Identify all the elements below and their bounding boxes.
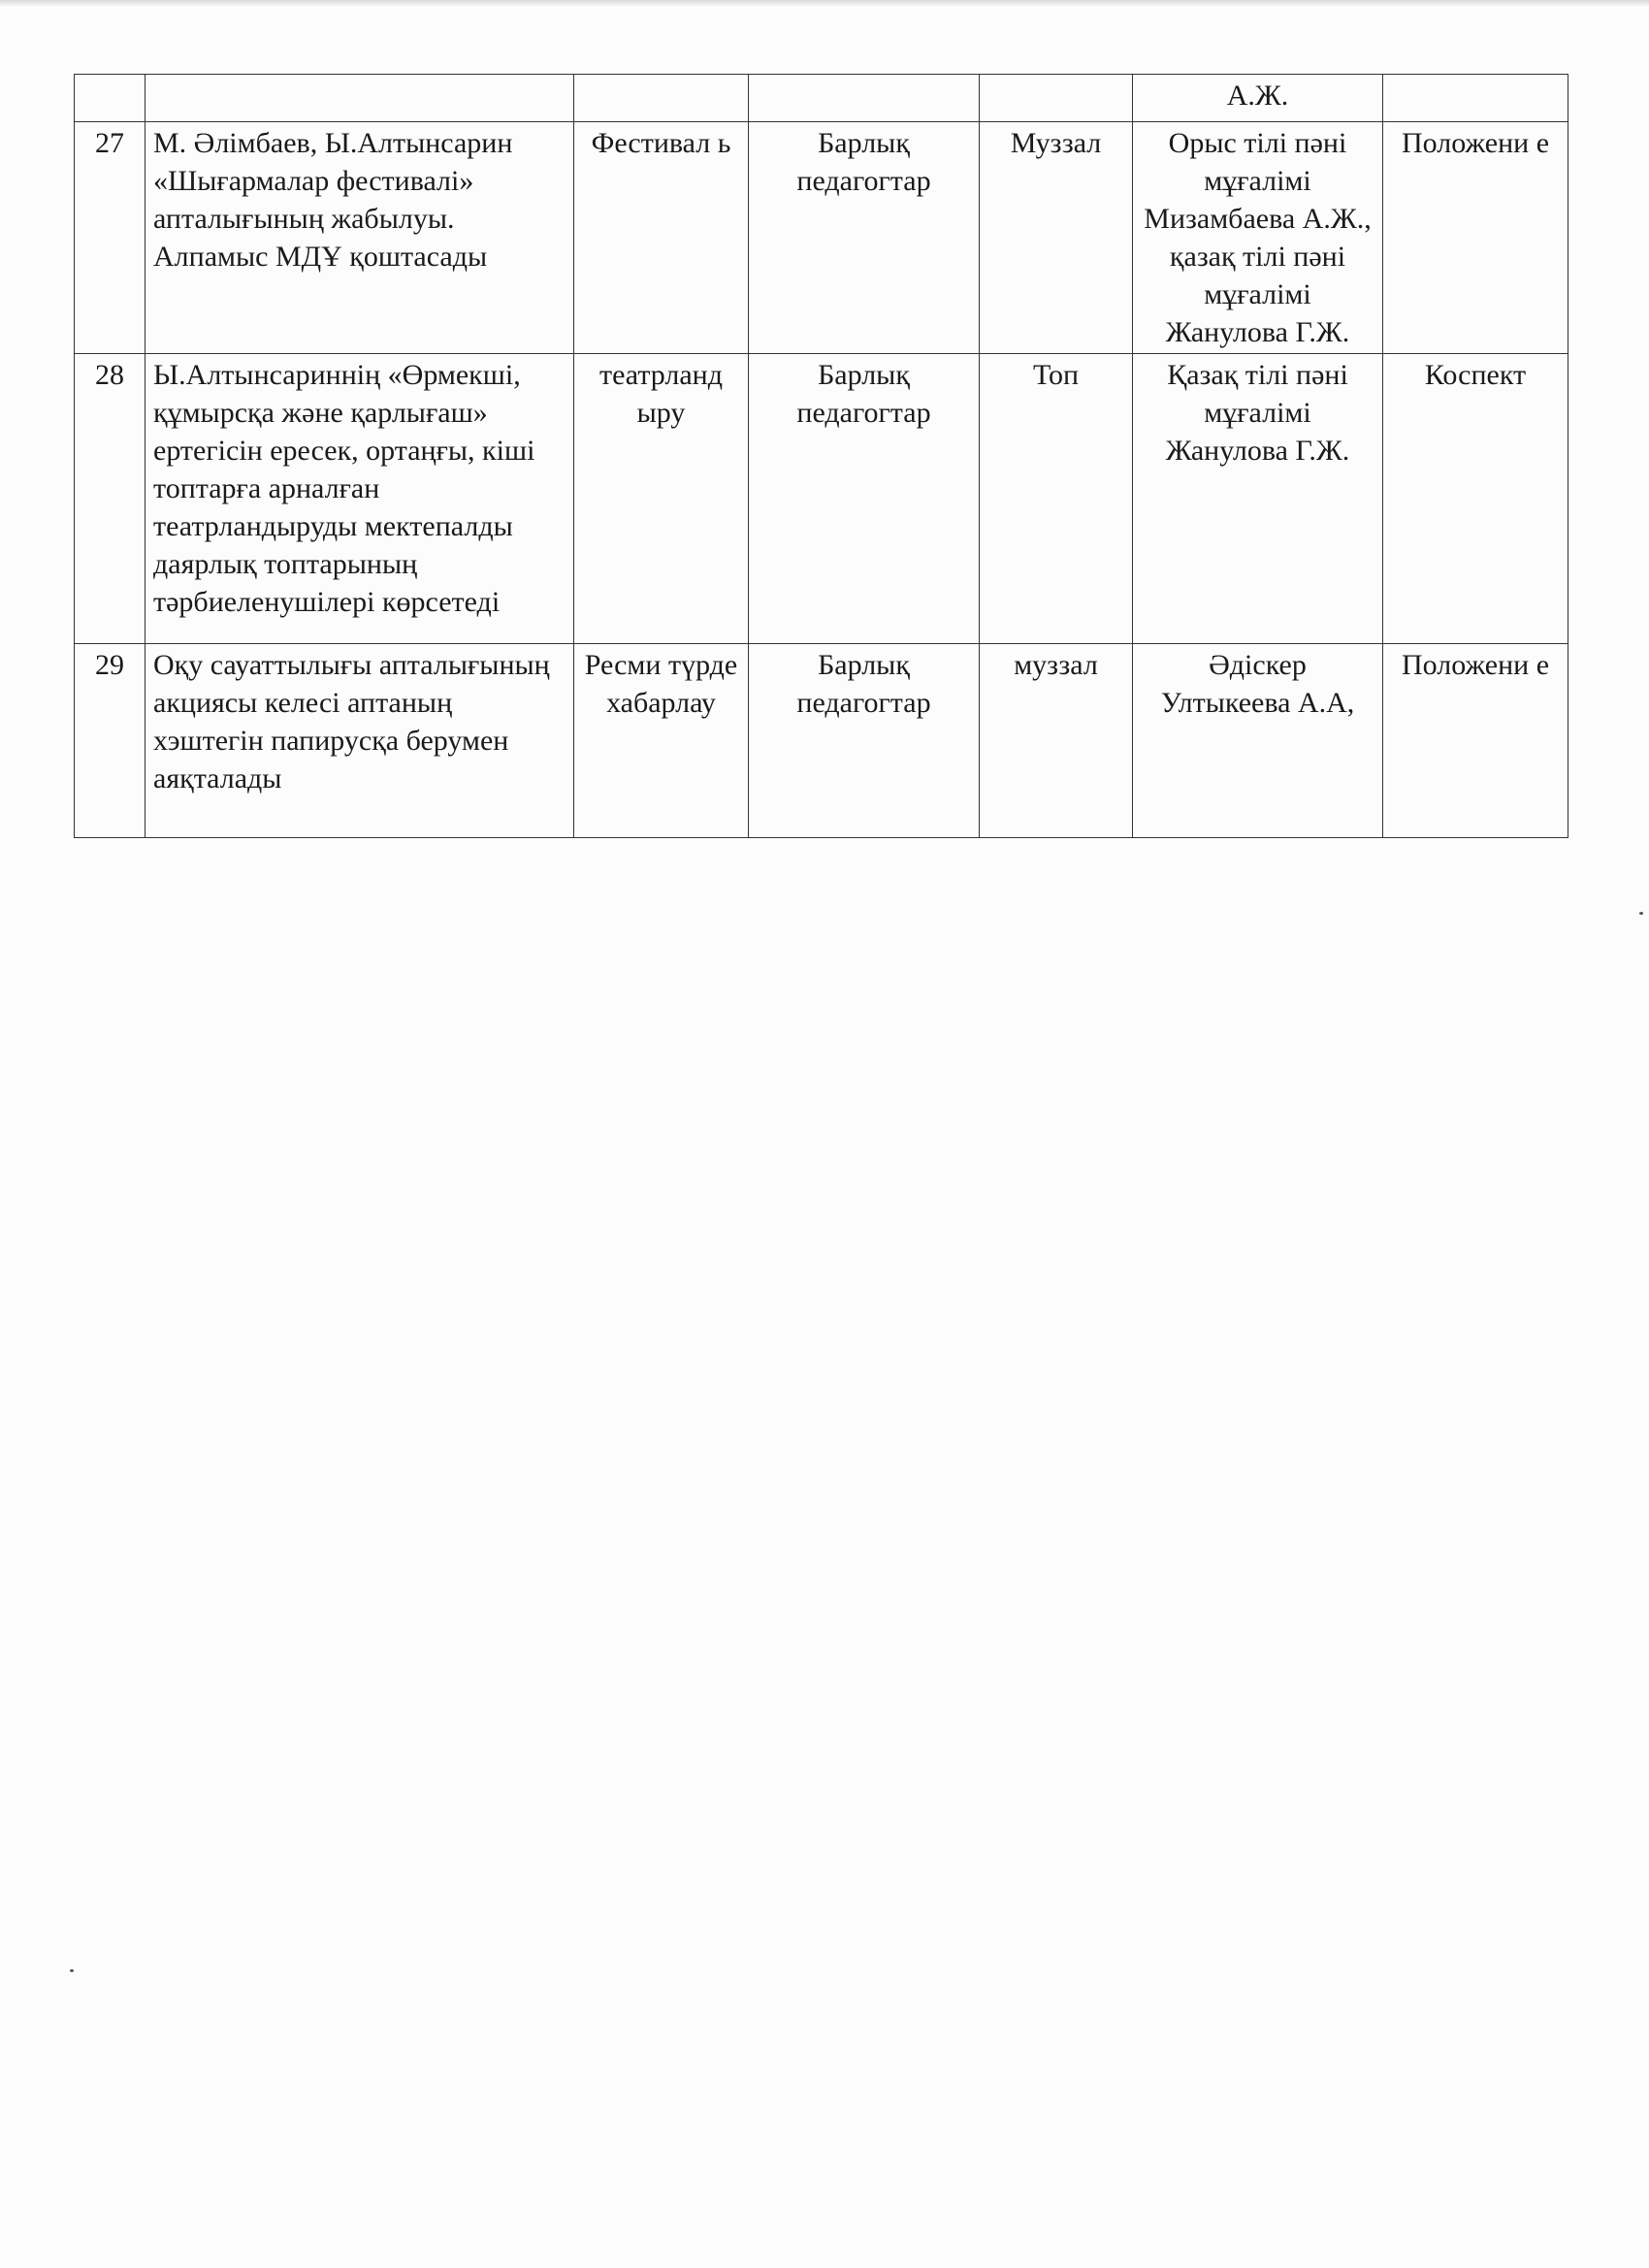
- cell-event: [146, 75, 574, 122]
- cell-participants: Барлық педагогтар: [749, 644, 980, 838]
- cell-number: 27: [75, 122, 146, 354]
- cell-participants: Барлық педагогтар: [749, 122, 980, 354]
- cell-event: М. Әлімбаев, Ы.Алтынсарин «Шығармалар фестивалі» апталығының жабылуы. Алпамыс МДҰ қоштасады: [146, 122, 574, 354]
- cell-document: Положени е: [1383, 122, 1568, 354]
- cell-responsible: Қазақ тілі пәні мұғалімі Жанулова Г.Ж.: [1133, 354, 1383, 644]
- cell-form: Фестивал ь: [574, 122, 749, 354]
- scan-speck: [70, 1969, 74, 1972]
- scan-speck: [1639, 912, 1643, 915]
- cell-document: Положени е: [1383, 644, 1568, 838]
- cell-form: театрланд ыру: [574, 354, 749, 644]
- cell-place: муззал: [980, 644, 1133, 838]
- cell-place: Топ: [980, 354, 1133, 644]
- cell-event: Ы.Алтынсариннің «Өрмекші, құмырсқа және қарлығаш» ертегісін ересек, ортаңғы, кіші топтарға арналған театрландыруды мектепалды даярлық топтарының тәрбиеленушілері көрсетеді: [146, 354, 574, 644]
- scan-edge: [0, 0, 1649, 6]
- cell-form: Ресми түрде хабарлау: [574, 644, 749, 838]
- cell-number: 29: [75, 644, 146, 838]
- cell-responsible: Әдіскер Ултыкеева А.А,: [1133, 644, 1383, 838]
- table-row: [75, 122, 1568, 354]
- cell-place: Муззал: [980, 122, 1133, 354]
- event-plan-table: [74, 74, 1568, 838]
- table-row: [75, 644, 1568, 838]
- cell-number: 28: [75, 354, 146, 644]
- cell-responsible: А.Ж.: [1133, 75, 1383, 122]
- cell-participants: [749, 75, 980, 122]
- table-row: [75, 75, 1568, 122]
- cell-participants: Барлық педагогтар: [749, 354, 980, 644]
- cell-place: [980, 75, 1133, 122]
- cell-event: Оқу сауаттылығы апталығының акциясы келесі аптаның хэштегін папирусқа берумен аяқталады: [146, 644, 574, 838]
- cell-form: [574, 75, 749, 122]
- cell-document: [1383, 75, 1568, 122]
- cell-number: [75, 75, 146, 122]
- cell-responsible: Орыс тілі пәні мұғалімі Мизамбаева А.Ж., қазақ тілі пәні мұғалімі Жанулова Г.Ж.: [1133, 122, 1383, 354]
- cell-document: Коспект: [1383, 354, 1568, 644]
- table-row: [75, 354, 1568, 644]
